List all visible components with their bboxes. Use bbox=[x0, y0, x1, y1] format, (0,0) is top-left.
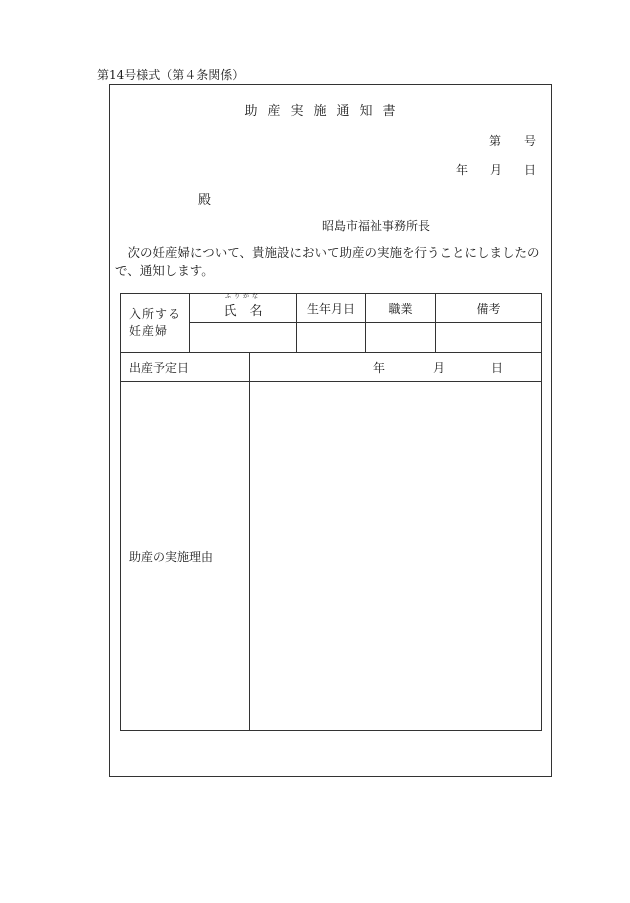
remarks-value-cell[interactable] bbox=[436, 323, 542, 353]
doc-number-suffix: 号 bbox=[524, 134, 537, 148]
section-label: 入所する妊産婦 bbox=[129, 307, 182, 338]
form-number-label: 第14号様式（第４条関係） bbox=[97, 68, 245, 82]
occupation-value-cell[interactable] bbox=[366, 323, 436, 353]
section-label-cell bbox=[121, 294, 190, 353]
name-header-cell bbox=[190, 294, 297, 323]
issuer-name: 昭島市福祉事務所長 bbox=[322, 219, 431, 233]
name-furigana: ふりがな bbox=[225, 293, 262, 300]
due-date-year: 年 bbox=[373, 361, 386, 375]
reason-label: 助産の実施理由 bbox=[121, 382, 250, 731]
reason-cell[interactable] bbox=[250, 382, 542, 731]
notice-body-text: 次の妊産婦について、貴施設において助産の実施を行うことにしましたので、通知します。 bbox=[115, 245, 540, 278]
remarks-header: 備考 bbox=[436, 294, 542, 323]
date-year: 年 bbox=[456, 163, 469, 177]
birthdate-value-cell[interactable] bbox=[297, 323, 366, 353]
birthdate-header: 生年月日 bbox=[297, 294, 366, 323]
date-day: 日 bbox=[524, 163, 537, 177]
document-title: 助産実施通知書 bbox=[244, 104, 406, 119]
name-header: 氏 名 bbox=[223, 304, 263, 319]
date-month: 月 bbox=[490, 163, 503, 177]
addressee-honorific: 殿 bbox=[198, 193, 212, 208]
due-date-label: 出産予定日 bbox=[121, 353, 250, 382]
patient-table bbox=[120, 293, 542, 731]
due-date-month: 月 bbox=[433, 361, 446, 375]
due-date-cell[interactable] bbox=[250, 353, 542, 382]
due-date-day: 日 bbox=[491, 361, 504, 375]
occupation-header: 職業 bbox=[366, 294, 436, 323]
name-value-cell[interactable] bbox=[190, 323, 297, 353]
doc-number-prefix: 第 bbox=[489, 134, 502, 148]
